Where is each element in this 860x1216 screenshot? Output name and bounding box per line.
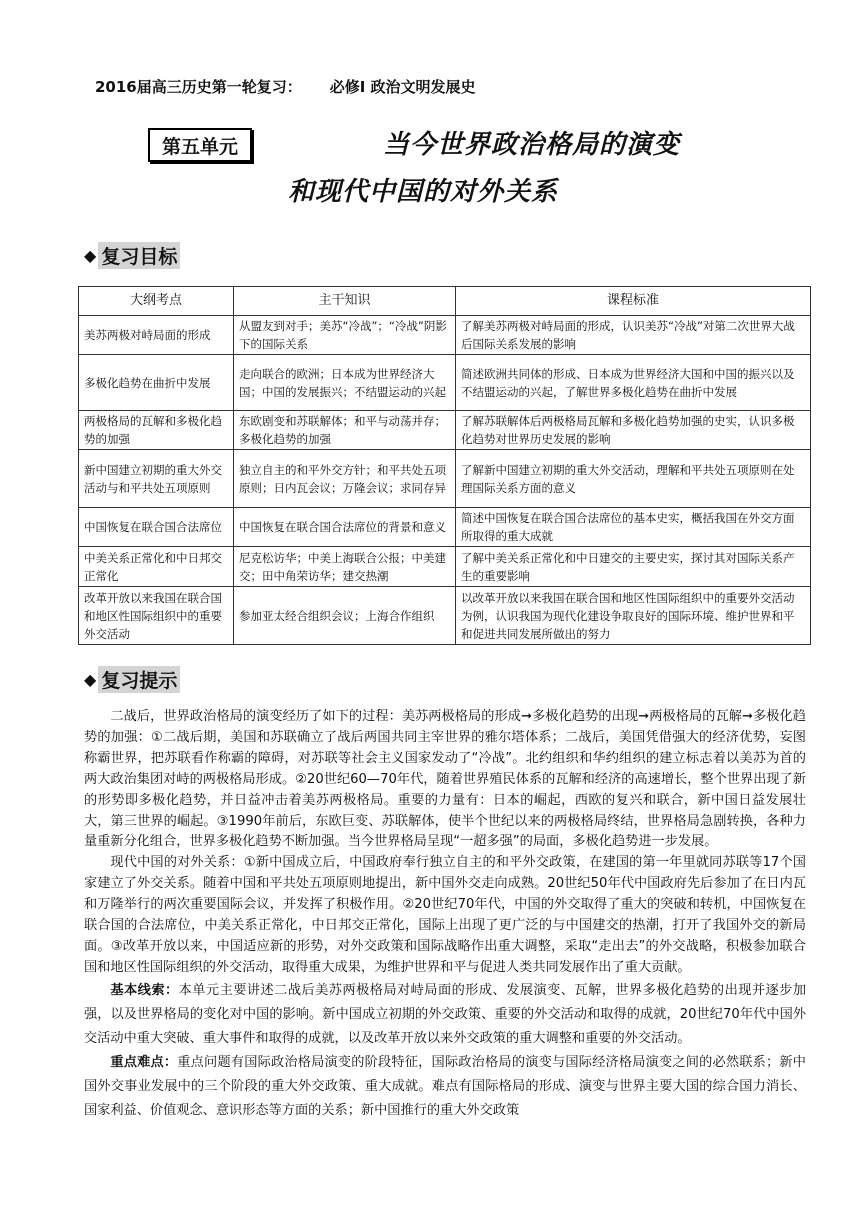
section-heading-goals [84, 241, 180, 269]
section-heading-text: 复习目标 [98, 242, 180, 269]
table-row [79, 508, 811, 547]
table-row [79, 316, 811, 355]
basic-clue-text: 本单元主要讲述二战后美苏两极格局对峙局面的形成、发展演变、瓦解，世界多极化趋势的出现并逐步加强，以及世界格局的变化对中国的影响。新中国成立初期的外交政策、重要的外交活动和取得的成就，20世纪70年代中国外交活动中重大突破、重大事件和取得的成就，以及改革开放以来外交政策的重大调整和重要的外交活动。 [84, 982, 807, 1046]
table-row [79, 547, 811, 587]
table-cell: 了解新中国建立初期的重大外交活动，理解和平共处五项原则在处理国际关系方面的意义 [456, 450, 811, 508]
table-cell: 走向联合的欧洲；日本成为世界经济大国；中国的发展振兴；不结盟运动的兴起 [234, 355, 456, 411]
paragraph-basic-clue [84, 979, 806, 1051]
header-module: 必修Ⅰ 政治文明发展史 [329, 78, 476, 96]
table-cell: 多极化趋势在曲折中发展 [79, 355, 234, 411]
unit-title-line-2: 和现代中国的对外关系 [288, 177, 559, 207]
table-cell: 了解美苏两极对峙局面的形成，认识美苏“冷战”对第二次世界大战后国际关系发展的影响 [456, 316, 811, 355]
key-points-label: 重点难点： [110, 1054, 178, 1070]
table-header-cell: 大纲考点 [79, 287, 234, 316]
table-cell: 新中国建立初期的重大外交活动与和平共处五项原则 [79, 450, 234, 508]
table-cell: 东欧剧变和苏联解体；和平与动荡并存；多极化趋势的加强 [234, 411, 456, 450]
unit-label-box: 第五单元 [148, 128, 252, 162]
table-row [79, 355, 811, 411]
table-row [79, 587, 811, 645]
section-heading-tips [84, 665, 180, 693]
table-header-cell: 课程标准 [456, 287, 811, 316]
diamond-bullet-icon: ◆ [84, 669, 97, 689]
paragraph-key-points [84, 1051, 806, 1123]
table-row [79, 411, 811, 450]
basic-clue-label: 基本线索： [110, 982, 179, 998]
page-header [95, 76, 476, 97]
header-course: 2016届高三历史第一轮复习： [95, 78, 302, 96]
table-header-row [79, 287, 811, 316]
table-cell: 参加亚太经合组织会议；上海合作组织 [234, 587, 456, 645]
table-cell: 简述中国恢复在联合国合法席位的基本史实，概括我国在外交方面所取得的重大成就 [456, 508, 811, 547]
table-cell: 中国恢复在联合国合法席位 [79, 508, 234, 547]
table-cell: 中国恢复在联合国合法席位的背景和意义 [234, 508, 456, 547]
key-points-text: 重点问题有国际政治格局演变的阶段特征，国际政治格局的演变与国际经济格局演变之间的必然联系；新中国外交事业发展中的三个阶段的重大外交政策、重大成就。难点有国际格局的形成、演变与世界主要大国的综合国力消长、国家利益、价值观念、意识形态等方面的关系；新中国推行的重大外交政策 [84, 1054, 806, 1118]
section-heading-text: 复习提示 [98, 666, 180, 693]
unit-title-line-1: 当今世界政治格局的演变 [383, 130, 681, 160]
diamond-bullet-icon: ◆ [84, 245, 97, 265]
table-cell: 了解苏联解体后两极格局瓦解和多极化趋势加强的史实，认识多极化趋势对世界历史发展的影响 [456, 411, 811, 450]
table-row [79, 450, 811, 508]
table-cell: 了解中美关系正常化和中日建交的主要史实，探讨其对国际关系产生的重要影响 [456, 547, 811, 587]
table-cell: 改革开放以来我国在联合国和地区性国际组织中的重要外交活动 [79, 587, 234, 645]
table-cell: 从盟友到对手；美苏“冷战”；“冷战”阴影下的国际关系 [234, 316, 456, 355]
table-cell: 以改革开放以来我国在联合国和地区性国际组织中的重要外交活动为例，认识我国为现代化建设争取良好的国际环境、维护世界和平和促进共同发展所做出的努力 [456, 587, 811, 645]
table-cell: 中美关系正常化和中日邦交正常化 [79, 547, 234, 587]
paragraph-china-relations: 现代中国的对外关系：①新中国成立后，中国政府奉行独立自主的和平外交政策，在建国的第一年里就同苏联等17个国家建立了外交关系。随着中国和平共处五项原则地提出，新中国外交走向成熟。20世纪50年代中国政府先后参加了在日内瓦和万隆举行的两次重要国际会议，并发挥了积极作用。②20世纪70年代，中国的外交取得了重大的突破和转机，中国恢复在联合国的合法席位，中美关系正常化，中日邦交正常化，国际上出现了更广泛的与中国建交的热潮，打开了我国外交的新局面。③改革开放以来，中国适应新的形势，对外交政策和国际战略作出重大调整，采取“走出去”的外交战略，积极参加联合国和地区性国际组织的外交活动，取得重大成果，为维护世界和平与促进人类共同发展作出了重大贡献。 [84, 855, 806, 975]
table-cell: 独立自主的和平外交方针；和平共处五项原则；日内瓦会议；万隆会议；求同存异 [234, 450, 456, 508]
paragraph-world-pattern: 二战后，世界政治格局的演变经历了如下的过程：美苏两极格局的形成➞多极化趋势的出现➞两极格局的瓦解➞多极化趋势的加强：①二战后期，美国和苏联确立了战后两国共同主宰世界的雅尔塔体系；二战后，美国凭借强大的经济优势，妄图称霸世界，把苏联看作称霸的障碍，对苏联等社会主义国家发动了“冷战”。北约组织和华约组织的建立标志着以美苏为首的两大政治集团对峙的两极格局形成。②20世纪60—70年代，随着世界殖民体系的瓦解和经济的高速增长，整个世界出现了新的形势即多极化趋势，并日益冲击着美苏两极格局。重要的力量有：日本的崛起，西欧的复兴和联合，新中国日益发展壮大，第三世界的崛起。③1990年前后，东欧巨变、苏联解体，使半个世纪以来的两极格局终结，世界格局急剧转换，各种力量重新分化组合，世界多极化趋势不断加强。当今世界格局呈现“一超多强”的局面，多极化趋势进一步发展。 [84, 709, 806, 850]
review-goals-table [78, 286, 811, 645]
table-cell: 尼克松访华；中美上海联合公报；中美建交；田中角荣访华；建交热潮 [234, 547, 456, 587]
table-cell: 两极格局的瓦解和多极化趋势的加强 [79, 411, 234, 450]
table-cell: 美苏两极对峙局面的形成 [79, 316, 234, 355]
table-header-cell: 主干知识 [234, 287, 456, 316]
table-cell: 简述欧洲共同体的形成、日本成为世界经济大国和中国的振兴以及不结盟运动的兴起，了解世界多极化趋势在曲折中发展 [456, 355, 811, 411]
review-tips-body [84, 707, 806, 1123]
